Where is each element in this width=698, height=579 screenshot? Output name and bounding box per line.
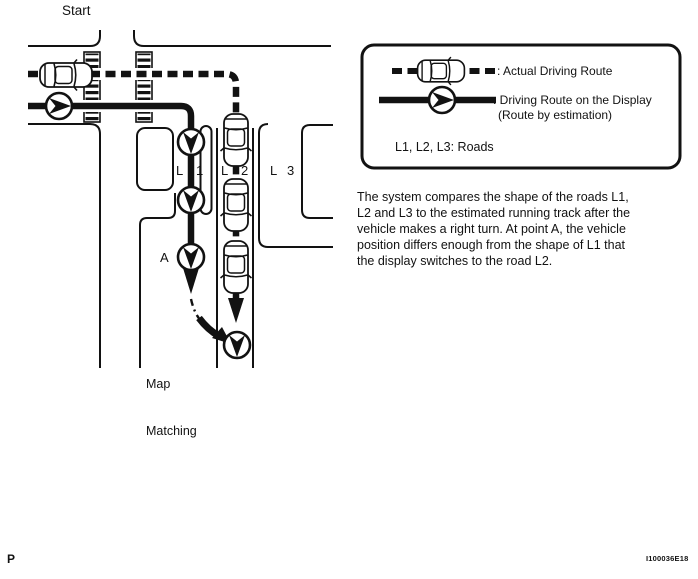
position-arrow-icon bbox=[178, 187, 204, 213]
description-line: vehicle makes a right turn. At point A, the vehicle bbox=[357, 222, 626, 237]
map-matching-line1: Map bbox=[146, 377, 171, 391]
page-marker: P bbox=[7, 552, 16, 566]
road-l1-letter: L bbox=[176, 163, 184, 178]
car-icon bbox=[221, 241, 252, 293]
figure-code: I100036E18 bbox=[646, 554, 689, 563]
road-l2-letter: L bbox=[221, 163, 229, 178]
road-l1-number: 1 bbox=[196, 163, 204, 178]
start-label: Start bbox=[62, 3, 91, 18]
legend-roads-note: L1, L2, L3: Roads bbox=[395, 140, 494, 154]
description-line: the display switches to the road L2. bbox=[357, 254, 553, 269]
legend-position-arrow-icon bbox=[429, 87, 455, 113]
down-arrowhead bbox=[183, 268, 199, 294]
point-a-label: A bbox=[160, 250, 169, 265]
car-icon bbox=[221, 179, 252, 231]
description-line: The system compares the shape of the roads L1, bbox=[357, 190, 629, 204]
down-arrowhead bbox=[228, 298, 244, 323]
description-line: position differs enough from the shape of L1 that bbox=[357, 238, 626, 253]
legend-display-route-label: : Driving Route on the Display bbox=[493, 93, 652, 107]
legend-car-icon bbox=[418, 57, 465, 85]
position-arrow-icon bbox=[178, 129, 204, 155]
map-matching-label bbox=[146, 346, 197, 470]
car-icon bbox=[221, 114, 252, 166]
legend-display-route-sublabel: (Route by estimation) bbox=[498, 108, 613, 122]
map-matching-line2: Matching bbox=[146, 423, 197, 438]
position-arrow-icon-point-a bbox=[178, 244, 204, 270]
legend-actual-route-label: : Actual Driving Route bbox=[497, 64, 613, 78]
position-arrow-icon bbox=[46, 93, 72, 119]
car-icon bbox=[40, 60, 92, 91]
description-line: L2 and L3 to the estimated running track after the bbox=[357, 206, 631, 221]
matched-position-arrow-icon bbox=[224, 332, 250, 358]
road-l2-number: 2 bbox=[241, 163, 249, 178]
road-l3-letter: L bbox=[270, 163, 278, 178]
description-paragraph bbox=[357, 189, 697, 269]
road-l3-number: 3 bbox=[287, 163, 295, 178]
